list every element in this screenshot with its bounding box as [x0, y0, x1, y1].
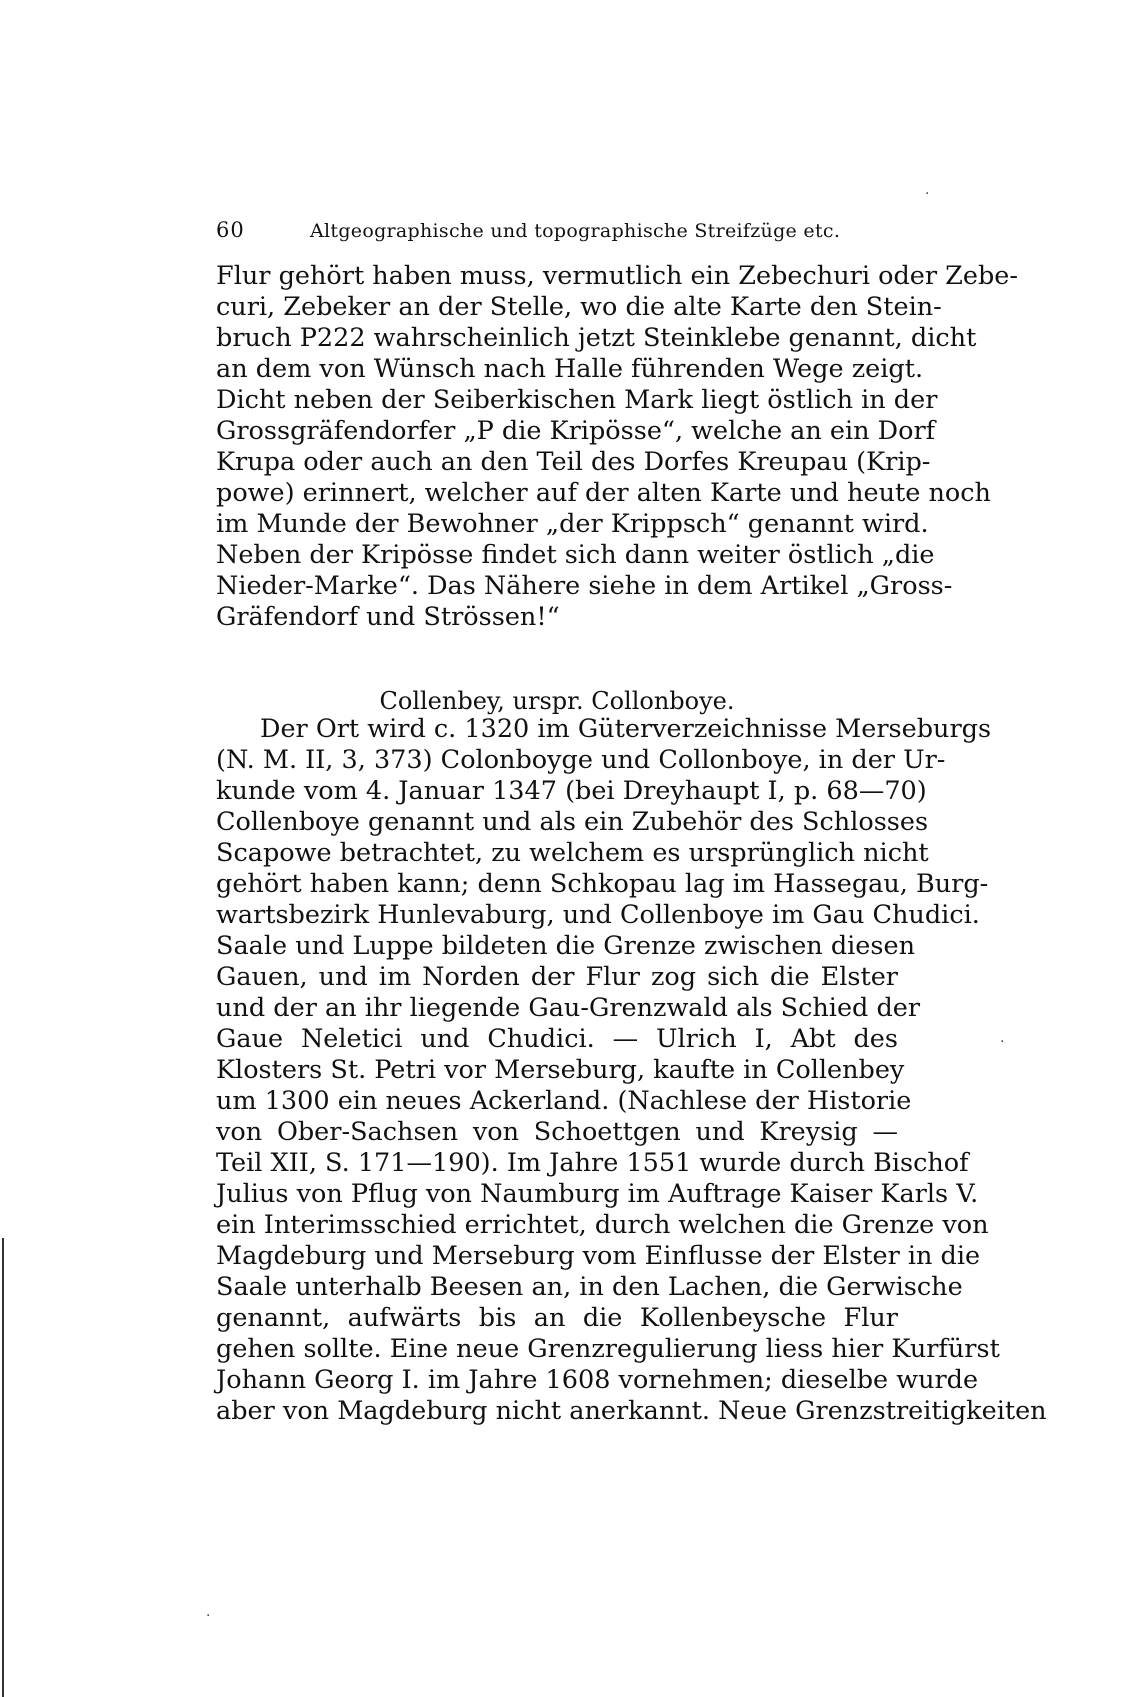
text-line: von Ober-Sachsen von Schoettgen und Kreysig —	[216, 1117, 898, 1147]
paragraph-collenbey	[216, 714, 1047, 1427]
text-line: kunde vom 4. Januar 1347 (bei Dreyhaupt I, p. 68—70)	[216, 776, 927, 806]
text-line: curi, Zebeker an der Stelle, wo die alte Karte den Stein-	[216, 292, 942, 322]
text-line: (N. M. II, 3, 373) Colonboyge und Collonboye, in der Ur-	[216, 745, 946, 775]
running-title: Altgeographische und topographische Streifzüge etc.	[310, 220, 841, 242]
speck-mark: ·	[1000, 1034, 1005, 1050]
text-line: Julius von Pflug von Naumburg im Auftrage Kaiser Karls V.	[216, 1179, 979, 1209]
page-number: 60	[216, 218, 245, 242]
text-line: aber von Magdeburg nicht anerkannt. Neue Grenzstreitigkeiten	[216, 1396, 1047, 1426]
text-line: gehört haben kann; denn Schkopau lag im Hassegau, Burg-	[216, 869, 989, 899]
text-line: Magdeburg und Merseburg vom Einflusse der Elster in die	[216, 1241, 981, 1271]
text-line: Saale und Luppe bildeten die Grenze zwischen diesen	[216, 931, 915, 961]
speck-mark: ·	[925, 186, 930, 202]
text-line: Klosters St. Petri vor Merseburg, kaufte in Collenbey	[216, 1055, 905, 1085]
text-line: genannt, aufwärts bis an die Kollenbeysche Flur	[216, 1303, 898, 1333]
text-line: Johann Georg I. im Jahre 1608 vornehmen; dieselbe wurde	[216, 1365, 979, 1395]
text-line: Flur gehört haben muss, vermutlich ein Zebechuri oder Zebe-	[216, 261, 1018, 291]
text-line: um 1300 ein neues Ackerland. (Nachlese der Historie	[216, 1086, 912, 1116]
text-line: Scapowe betrachtet, zu welchem es ursprünglich nicht	[216, 838, 929, 868]
text-line: powe) erinnert, welcher auf der alten Karte und heute noch	[216, 478, 991, 508]
speck-mark: ·	[206, 1608, 211, 1624]
text-line: Gräfendorf und Strössen!“	[216, 602, 560, 632]
running-head	[216, 218, 916, 258]
text-line: bruch P222 wahrscheinlich jetzt Steinklebe genannt, dicht	[216, 323, 977, 353]
text-line: Teil XII, S. 171—190). Im Jahre 1551 wurde durch Bischof	[216, 1148, 969, 1178]
text-line: Neben der Kripösse findet sich dann weiter östlich „die	[216, 540, 935, 570]
text-line: Grossgräfendorfer „P die Kripösse“, welche an ein Dorf	[216, 416, 936, 446]
text-line: und der an ihr liegende Gau-Grenzwald als Schied der	[216, 993, 921, 1023]
text-line: Collenboye genannt und als ein Zubehör des Schlosses	[216, 807, 929, 837]
scan-edge-line	[2, 1238, 4, 1697]
text-line: Gauen, und im Norden der Flur zog sich die Elster	[216, 962, 898, 992]
text-line: ein Interimsschied errichtet, durch welchen die Grenze von	[216, 1210, 989, 1240]
text-line: Saale unterhalb Beesen an, in den Lachen, die Gerwische	[216, 1272, 963, 1302]
text-line: Gaue Neletici und Chudici. — Ulrich I, Abt des	[216, 1024, 898, 1054]
section-heading: Collenbey, urspr. Collonboye.	[379, 687, 735, 715]
text-line: Nieder-Marke“. Das Nähere siehe in dem Artikel „Gross-	[216, 571, 953, 601]
text-line: wartsbezirk Hunlevaburg, und Collenboye im Gau Chudici.	[216, 900, 980, 930]
text-line: Krupa oder auch an den Teil des Dorfes Kreupau (Krip-	[216, 447, 931, 477]
text-line: Dicht neben der Seiberkischen Mark liegt östlich in der	[216, 385, 938, 415]
text-line: gehen sollte. Eine neue Grenzregulierung liess hier Kurfürst	[216, 1334, 1000, 1364]
text-line: im Munde der Bewohner „der Krippsch“ genannt wird.	[216, 509, 929, 539]
paragraph-flur	[216, 261, 1018, 633]
text-line: Der Ort wird c. 1320 im Güterverzeichnisse Merseburgs	[260, 714, 992, 744]
text-line: an dem von Wünsch nach Halle führenden Wege zeigt.	[216, 354, 924, 384]
